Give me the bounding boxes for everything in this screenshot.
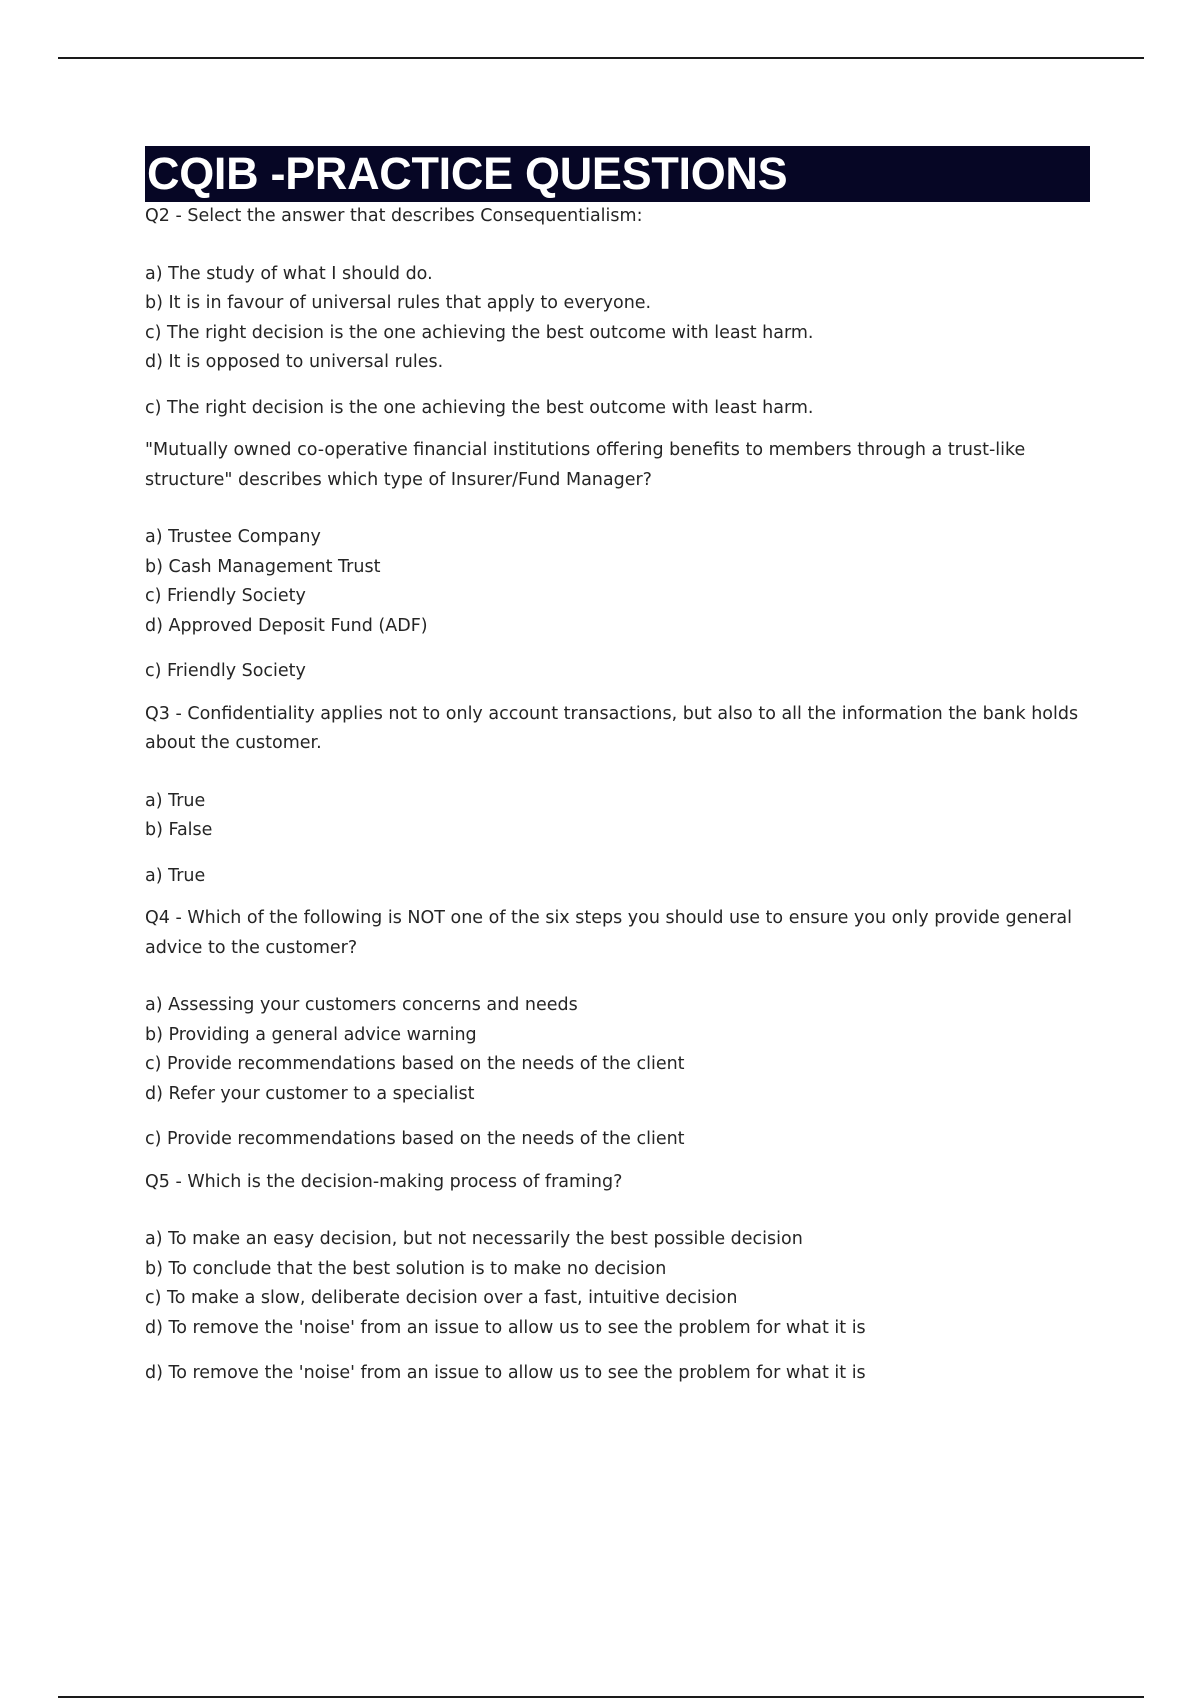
- correct-answer: c) The right decision is the one achieving the best outcome with least harm.: [145, 397, 814, 418]
- answer-options: [145, 787, 1090, 846]
- question-text: Q3 - Confidentiality applies not to only account transactions, but also to all the information the bank holds about the customer.: [145, 703, 1079, 753]
- document-title: CQIB -PRACTICE QUESTIONS: [145, 146, 1090, 202]
- option-item: c) Friendly Society: [145, 586, 306, 606]
- option-item: d) Approved Deposit Fund (ADF): [145, 615, 428, 636]
- header-rule: [58, 57, 1144, 59]
- option-item: d) It is opposed to universal rules.: [145, 352, 444, 372]
- option-item: b) Cash Management Trust: [145, 556, 381, 577]
- option-item: a) Assessing your customers concerns and needs: [145, 995, 578, 1015]
- option-item: d) To remove the 'noise' from an issue to allow us to see the problem for what it is: [145, 1317, 866, 1338]
- question-text: Q4 - Which of the following is NOT one of the six steps you should use to ensure you only provide general advice to the customer?: [145, 908, 1072, 958]
- answer-options: [145, 523, 1090, 641]
- question-text: Q5 - Which is the decision-making process of framing?: [145, 1171, 623, 1192]
- option-item: c) Provide recommendations based on the needs of the client: [145, 1054, 685, 1074]
- option-item: b) False: [145, 820, 213, 840]
- document-body: [145, 146, 1090, 1389]
- option-item: a) True: [145, 790, 206, 811]
- option-item: c) The right decision is the one achieving the best outcome with least harm.: [145, 322, 814, 343]
- footer-rule: [58, 1696, 1144, 1698]
- option-item: b) To conclude that the best solution is to make no decision: [145, 1258, 667, 1279]
- option-item: b) It is in favour of universal rules that apply to everyone.: [145, 293, 652, 313]
- option-item: c) To make a slow, deliberate decision over a fast, intuitive decision: [145, 1288, 738, 1308]
- question-text: "Mutually owned co-operative financial institutions offering benefits to members through a trust-like structure" describes which type of Insurer/Fund Manager?: [145, 440, 1026, 490]
- correct-answer: c) Provide recommendations based on the needs of the client: [145, 1129, 685, 1149]
- answer-options: [145, 1225, 1090, 1343]
- option-item: d) Refer your customer to a specialist: [145, 1083, 475, 1104]
- answer-options: [145, 260, 1090, 378]
- option-item: a) To make an easy decision, but not necessarily the best possible decision: [145, 1229, 803, 1249]
- question-text: Q2 - Select the answer that describes Consequentialism:: [145, 206, 643, 226]
- option-item: b) Providing a general advice warning: [145, 1024, 477, 1045]
- correct-answer: d) To remove the 'noise' from an issue to allow us to see the problem for what it is: [145, 1363, 866, 1383]
- option-item: a) The study of what I should do.: [145, 263, 433, 284]
- correct-answer: a) True: [145, 865, 206, 886]
- option-item: a) Trustee Company: [145, 527, 321, 547]
- answer-options: [145, 991, 1090, 1109]
- correct-answer: c) Friendly Society: [145, 661, 306, 681]
